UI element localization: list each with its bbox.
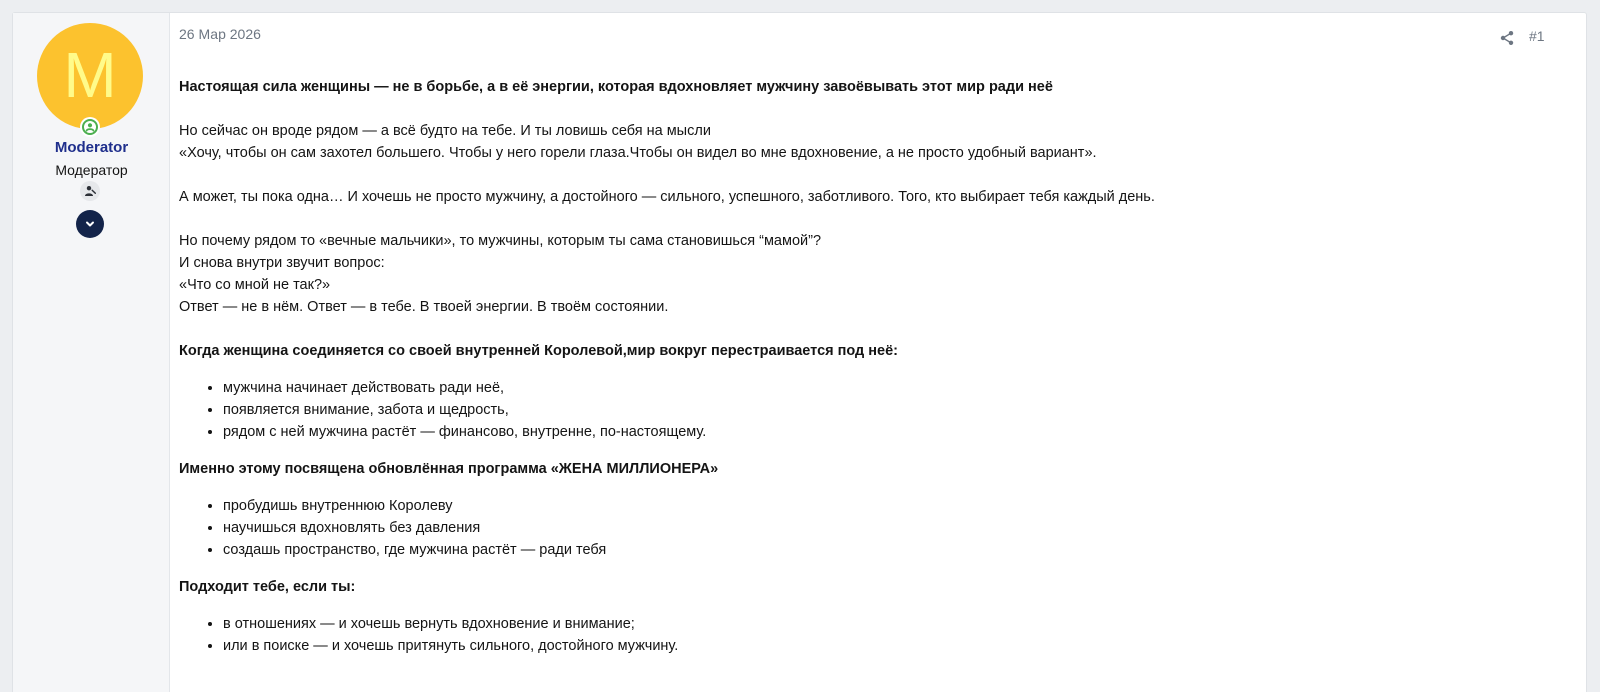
list-item: • в отношениях — и хочешь вернуть вдохновение и внимание; xyxy=(223,613,1559,635)
avatar[interactable] xyxy=(37,23,143,129)
username-link[interactable]: Moderator xyxy=(54,139,129,156)
list-item: • пробудишь внутреннюю Королеву xyxy=(223,495,1559,517)
bullet-list xyxy=(179,377,1559,443)
user-title: Модератор xyxy=(55,162,128,178)
avatar-letter: M xyxy=(63,39,117,111)
chevron-down-icon xyxy=(84,218,96,230)
post-number-link[interactable]: #1 xyxy=(1529,28,1545,44)
moderator-badge-icon[interactable] xyxy=(80,181,100,201)
online-status-icon xyxy=(80,117,100,137)
paragraph-line: Но сейчас он вроде рядом — а всё будто на тебе. И ты ловишь себя на мысли xyxy=(179,123,711,139)
list-item: • научишься вдохновлять без давления xyxy=(223,517,1559,539)
post-headline: Настоящая сила женщины — не в борьбе, а в её энергии, которая вдохновляет мужчину завоёвывать этот мир ради неё xyxy=(179,79,1053,95)
forum-post xyxy=(12,12,1587,692)
paragraph-line: А может, ты пока одна… И хочешь не просто мужчину, а достойного — сильного, успешного, заботливого. Того, кто выбирает тебя каждый день. xyxy=(179,189,1155,205)
paragraph-line: Но почему рядом то «вечные мальчики», то мужчины, которым ты сама становишься “мамой”? xyxy=(179,233,822,249)
expand-user-info-button[interactable] xyxy=(76,210,104,238)
section-heading: Когда женщина соединяется со своей внутренней Королевой,мир вокруг перестраивается под неё: xyxy=(179,343,898,359)
list-item: • появляется внимание, забота и щедрость, xyxy=(223,399,1559,421)
post-date[interactable]: 26 Мар 2026 xyxy=(179,26,261,42)
share-icon[interactable] xyxy=(1499,30,1515,46)
paragraph-line: И снова внутри звучит вопрос: xyxy=(179,255,385,271)
paragraph-line: «Что со мной не так?» xyxy=(179,277,331,293)
post-user-column xyxy=(13,13,170,692)
bullet-list xyxy=(179,613,1559,657)
list-item: • или в поиске — и хочешь притянуть сильного, достойного мужчину. xyxy=(223,635,1559,657)
section-heading: Подходит тебе, если ты: xyxy=(179,579,356,595)
bullet-list xyxy=(179,495,1559,561)
post-content xyxy=(179,76,1559,657)
list-item: • рядом с ней мужчина растёт — финансово, внутренне, по-настоящему. xyxy=(223,421,1559,443)
list-item: • мужчина начинает действовать ради неё, xyxy=(223,377,1559,399)
list-item: • создашь пространство, где мужчина растёт — ради тебя xyxy=(223,539,1559,561)
paragraph-line: «Хочу, чтобы он сам захотел большего. Чтобы у него горели глаза.Чтобы он видел во мне вдохновение, а не просто удобный вариант». xyxy=(179,145,1097,161)
section-heading: Именно этому посвящена обновлённая программа «ЖЕНА МИЛЛИОНЕРА» xyxy=(179,461,719,477)
paragraph-line: Ответ — не в нём. Ответ — в тебе. В твоей энергии. В твоём состоянии. xyxy=(179,299,669,315)
